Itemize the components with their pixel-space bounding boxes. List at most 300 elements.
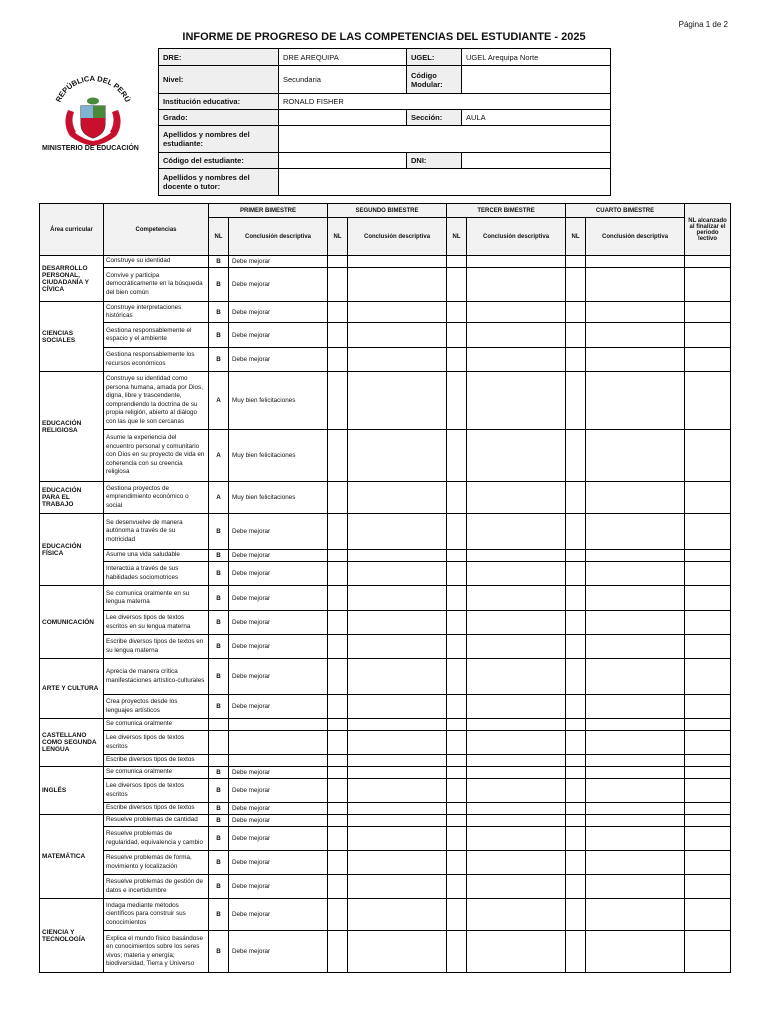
empty-cell [586, 875, 685, 899]
empty-cell [685, 731, 731, 755]
table-row [40, 562, 731, 586]
empty-cell [586, 767, 685, 779]
empty-cell [447, 586, 467, 611]
conclusion-header: Conclusión descriptiva [348, 218, 447, 256]
empty-cell [566, 827, 586, 851]
empty-cell [447, 611, 467, 635]
empty-cell [566, 611, 586, 635]
empty-cell [685, 302, 731, 323]
table-row [40, 779, 731, 803]
codigo-estudiante-value [279, 153, 407, 169]
competencia-cell: Escribe diversos tipos de textos en su lengua materna [104, 635, 209, 659]
area-name: MATEMÁTICA [40, 815, 104, 899]
empty-cell [328, 719, 348, 731]
empty-cell [447, 514, 467, 550]
competencia-cell: Construye interpretaciones históricas [104, 302, 209, 323]
empty-cell [467, 803, 566, 815]
nl-cell: B [209, 586, 229, 611]
conclusion-cell: Debe mejorar [229, 562, 328, 586]
empty-cell [467, 635, 566, 659]
ugel-value: UGEL Arequipa Norte [462, 49, 611, 66]
empty-cell [348, 562, 447, 586]
empty-cell [447, 659, 467, 695]
empty-cell [328, 372, 348, 430]
empty-cell [348, 767, 447, 779]
empty-cell [586, 611, 685, 635]
empty-cell [566, 899, 586, 931]
empty-cell [566, 695, 586, 719]
nl-cell [209, 719, 229, 731]
nl-cell: B [209, 827, 229, 851]
competencia-cell: Resuelve problemas de regularidad, equivalencia y cambio [104, 827, 209, 851]
nl-cell: B [209, 348, 229, 372]
empty-cell [566, 302, 586, 323]
empty-cell [586, 550, 685, 562]
area-name: CIENCIA Y TECNOLOGÍA [40, 899, 104, 973]
empty-cell [467, 256, 566, 268]
empty-cell [447, 731, 467, 755]
table-row [40, 611, 731, 635]
empty-cell [328, 731, 348, 755]
ministry-label: MINISTERIO DE EDUCACIÓN [42, 145, 139, 152]
empty-cell [586, 755, 685, 767]
empty-cell [348, 875, 447, 899]
empty-cell [586, 719, 685, 731]
conclusion-cell: Debe mejorar [229, 779, 328, 803]
empty-cell [328, 611, 348, 635]
table-row [40, 659, 731, 695]
empty-cell [685, 348, 731, 372]
area-name: EDUCACIÓN FÍSICA [40, 514, 104, 586]
nl-cell: B [209, 635, 229, 659]
empty-cell [467, 779, 566, 803]
table-row [40, 851, 731, 875]
nl-header: NL [566, 218, 586, 256]
empty-cell [685, 875, 731, 899]
nl-cell: B [209, 767, 229, 779]
table-row [40, 268, 731, 302]
nivel-label: Nivel: [159, 66, 279, 94]
empty-cell [348, 931, 447, 973]
empty-cell [348, 803, 447, 815]
nl-cell: B [209, 803, 229, 815]
report-title: INFORME DE PROGRESO DE LAS COMPETENCIAS DEL ESTUDIANTE - 2025 [182, 31, 586, 43]
empty-cell [586, 514, 685, 550]
empty-cell [467, 550, 566, 562]
empty-cell [566, 731, 586, 755]
table-row [40, 550, 731, 562]
empty-cell [328, 779, 348, 803]
nl-cell: A [209, 482, 229, 514]
codigo-estudiante-label: Código del estudiante: [159, 153, 279, 169]
empty-cell [467, 562, 566, 586]
competencia-cell: Asume la experiencia del encuentro personal y comunitario con Dios en su proyecto de vida en coherencia con su creencia religiosa [104, 430, 209, 482]
empty-cell [328, 550, 348, 562]
empty-cell [586, 482, 685, 514]
empty-cell [447, 550, 467, 562]
conclusion-cell: Debe mejorar [229, 875, 328, 899]
nl-cell: A [209, 372, 229, 430]
empty-cell [566, 323, 586, 348]
nl-cell [209, 755, 229, 767]
dre-label: DRE: [159, 49, 279, 66]
competencia-cell: Explica el mundo físico basándose en conocimientos sobre los seres vivos; materia y energía; biodiversidad, Tierra y Universo [104, 931, 209, 973]
empty-cell [447, 851, 467, 875]
empty-cell [447, 827, 467, 851]
nl-cell: B [209, 302, 229, 323]
empty-cell [685, 851, 731, 875]
grades-table [39, 203, 731, 973]
empty-cell [328, 803, 348, 815]
conclusion-cell: Debe mejorar [229, 767, 328, 779]
table-row [40, 815, 731, 827]
conclusion-cell: Debe mejorar [229, 815, 328, 827]
empty-cell [348, 323, 447, 348]
empty-cell [685, 256, 731, 268]
competencia-cell: Escribe diversos tipos de textos [104, 755, 209, 767]
empty-cell [447, 803, 467, 815]
conclusion-cell: Debe mejorar [229, 348, 328, 372]
empty-cell [586, 430, 685, 482]
empty-cell [685, 635, 731, 659]
empty-cell [348, 815, 447, 827]
empty-cell [685, 268, 731, 302]
competencia-cell: Se comunica oralmente en su lengua materna [104, 586, 209, 611]
empty-cell [467, 815, 566, 827]
empty-cell [328, 827, 348, 851]
nl-cell: B [209, 695, 229, 719]
empty-cell [566, 779, 586, 803]
empty-cell [685, 779, 731, 803]
competencia-cell: Lee diversos tipos de textos escritos [104, 779, 209, 803]
empty-cell [586, 268, 685, 302]
estudiante-value [279, 126, 611, 153]
conclusion-header: Conclusión descriptiva [586, 218, 685, 256]
empty-cell [447, 430, 467, 482]
empty-cell [685, 611, 731, 635]
empty-cell [586, 899, 685, 931]
empty-cell [447, 372, 467, 430]
empty-cell [685, 827, 731, 851]
empty-cell [566, 348, 586, 372]
empty-cell [348, 372, 447, 430]
empty-cell [566, 931, 586, 973]
conclusion-cell: Muy bien felicitaciones [229, 482, 328, 514]
conclusion-cell: Debe mejorar [229, 268, 328, 302]
empty-cell [348, 719, 447, 731]
empty-cell [348, 611, 447, 635]
empty-cell [467, 767, 566, 779]
conclusion-cell: Debe mejorar [229, 586, 328, 611]
nl-cell: B [209, 514, 229, 550]
empty-cell [467, 851, 566, 875]
competencia-cell: Interactúa a través de sus habilidades sociomotrices [104, 562, 209, 586]
conclusion-cell: Debe mejorar [229, 851, 328, 875]
competencia-cell: Se comunica oralmente [104, 719, 209, 731]
table-row [40, 586, 731, 611]
empty-cell [685, 767, 731, 779]
competencia-cell: Resuelve problemas de cantidad [104, 815, 209, 827]
conclusion-cell: Debe mejorar [229, 302, 328, 323]
competencia-cell: Aprecia de manera crítica manifestaciones artístico-culturales [104, 659, 209, 695]
empty-cell [685, 430, 731, 482]
empty-cell [685, 815, 731, 827]
conclusion-cell: Debe mejorar [229, 827, 328, 851]
empty-cell [566, 430, 586, 482]
empty-cell [685, 899, 731, 931]
empty-cell [328, 695, 348, 719]
conclusion-cell: Muy bien felicitaciones [229, 430, 328, 482]
nl-cell: B [209, 611, 229, 635]
table-row [40, 372, 731, 430]
empty-cell [467, 348, 566, 372]
empty-cell [586, 803, 685, 815]
area-name: EDUCACIÓN RELIGIOSA [40, 372, 104, 482]
empty-cell [467, 323, 566, 348]
empty-cell [328, 586, 348, 611]
empty-cell [586, 695, 685, 719]
empty-cell [447, 268, 467, 302]
empty-cell [328, 931, 348, 973]
empty-cell [447, 562, 467, 586]
conclusion-cell: Debe mejorar [229, 550, 328, 562]
competencia-cell: Se comunica oralmente [104, 767, 209, 779]
empty-cell [348, 302, 447, 323]
nl-header: NL [447, 218, 467, 256]
table-row [40, 323, 731, 348]
empty-cell [566, 635, 586, 659]
competencia-cell: Indaga mediante métodos científicos para construir sus conocimientos [104, 899, 209, 931]
empty-cell [566, 372, 586, 430]
empty-cell [328, 482, 348, 514]
student-info-table [158, 48, 611, 196]
area-name: CASTELLANO COMO SEGUNDA LENGUA [40, 719, 104, 767]
nl-cell: B [209, 899, 229, 931]
empty-cell [685, 803, 731, 815]
nivel-value: Secundaria [279, 66, 407, 94]
nl-cell: A [209, 430, 229, 482]
empty-cell [566, 562, 586, 586]
empty-cell [566, 659, 586, 695]
area-name: ARTE Y CULTURA [40, 659, 104, 719]
area-name: EDUCACIÓN PARA EL TRABAJO [40, 482, 104, 514]
empty-cell [586, 931, 685, 973]
conclusion-cell: Debe mejorar [229, 514, 328, 550]
empty-cell [566, 586, 586, 611]
empty-cell [447, 931, 467, 973]
empty-cell [467, 268, 566, 302]
empty-cell [467, 514, 566, 550]
bimestre-header-3: TERCER BIMESTRE [447, 204, 566, 218]
empty-cell [328, 899, 348, 931]
empty-cell [586, 659, 685, 695]
empty-cell [467, 827, 566, 851]
empty-cell [586, 851, 685, 875]
table-row [40, 755, 731, 767]
empty-cell [685, 586, 731, 611]
competencia-cell: Convive y participa democráticamente en la búsqueda del bien común [104, 268, 209, 302]
empty-cell [566, 256, 586, 268]
table-row [40, 931, 731, 973]
empty-cell [348, 268, 447, 302]
empty-cell [328, 430, 348, 482]
empty-cell [447, 635, 467, 659]
empty-cell [586, 731, 685, 755]
empty-cell [467, 931, 566, 973]
table-row [40, 875, 731, 899]
table-row [40, 767, 731, 779]
table-row [40, 803, 731, 815]
dni-label: DNI: [407, 153, 462, 169]
competencia-cell: Lee diversos tipos de textos escritos en su lengua materna [104, 611, 209, 635]
institucion-label: Institución educativa: [159, 94, 279, 110]
empty-cell [348, 550, 447, 562]
empty-cell [328, 815, 348, 827]
empty-cell [447, 779, 467, 803]
conclusion-cell: Debe mejorar [229, 803, 328, 815]
empty-cell [328, 514, 348, 550]
conclusion-header: Conclusión descriptiva [467, 218, 566, 256]
empty-cell [447, 256, 467, 268]
empty-cell [447, 482, 467, 514]
competencias-header: Competencias [104, 204, 209, 256]
table-row [40, 482, 731, 514]
empty-cell [348, 851, 447, 875]
empty-cell [328, 659, 348, 695]
empty-cell [685, 755, 731, 767]
grado-label: Grado: [159, 110, 279, 126]
empty-cell [586, 562, 685, 586]
empty-cell [328, 562, 348, 586]
table-row [40, 719, 731, 731]
empty-cell [328, 875, 348, 899]
dre-value: DRE AREQUIPA [279, 49, 407, 66]
nl-cell [209, 731, 229, 755]
empty-cell [328, 348, 348, 372]
empty-cell [467, 731, 566, 755]
conclusion-cell: Debe mejorar [229, 611, 328, 635]
nl-header: NL [209, 218, 229, 256]
empty-cell [447, 815, 467, 827]
logo-arc-text: REPÚBLICA DEL PERÚ [53, 73, 133, 104]
bimestre-header-2: SEGUNDO BIMESTRE [328, 204, 447, 218]
docente-value [279, 169, 611, 196]
nl-cell: B [209, 256, 229, 268]
nl-header: NL [328, 218, 348, 256]
empty-cell [566, 268, 586, 302]
empty-cell [467, 875, 566, 899]
empty-cell [566, 514, 586, 550]
nl-cell: B [209, 550, 229, 562]
area-name: CIENCIAS SOCIALES [40, 302, 104, 372]
nl-cell: B [209, 268, 229, 302]
empty-cell [586, 779, 685, 803]
empty-cell [328, 268, 348, 302]
empty-cell [467, 302, 566, 323]
empty-cell [586, 827, 685, 851]
area-name: INGLÉS [40, 767, 104, 815]
competencia-cell: Construye su identidad como persona humana, amada por Dios, digna, libre y trascendente, comprendiendo la doctrina de su propia religión, abierto al diálogo con las que le son cercanas [104, 372, 209, 430]
empty-cell [348, 256, 447, 268]
empty-cell [467, 586, 566, 611]
empty-cell [348, 779, 447, 803]
empty-cell [685, 550, 731, 562]
nl-cell: B [209, 851, 229, 875]
competencia-cell: Se desenvuelve de manera autónoma a través de su motricidad [104, 514, 209, 550]
empty-cell [685, 695, 731, 719]
page-number: Página 1 de 2 [678, 20, 728, 29]
empty-cell [348, 586, 447, 611]
empty-cell [566, 875, 586, 899]
conclusion-cell: Debe mejorar [229, 695, 328, 719]
table-row [40, 348, 731, 372]
empty-cell [348, 899, 447, 931]
empty-cell [566, 767, 586, 779]
nl-cell: B [209, 562, 229, 586]
competencia-cell: Resuelve problemas de forma, movimiento y localización [104, 851, 209, 875]
empty-cell [328, 256, 348, 268]
bimestre-header-1: PRIMER BIMESTRE [209, 204, 328, 218]
conclusion-cell: Debe mejorar [229, 635, 328, 659]
empty-cell [348, 348, 447, 372]
empty-cell [447, 899, 467, 931]
empty-cell [586, 323, 685, 348]
conclusion-header: Conclusión descriptiva [229, 218, 328, 256]
competencia-cell: Gestiona responsablemente los recursos económicos [104, 348, 209, 372]
empty-cell [447, 695, 467, 719]
empty-cell [328, 323, 348, 348]
empty-cell [586, 372, 685, 430]
empty-cell [685, 323, 731, 348]
empty-cell [328, 755, 348, 767]
competencia-cell: Lee diversos tipos de textos escritos [104, 731, 209, 755]
conclusion-cell: Muy bien felicitaciones [229, 372, 328, 430]
area-name: COMUNICACIÓN [40, 586, 104, 659]
empty-cell [586, 586, 685, 611]
empty-cell [685, 372, 731, 430]
nl-cell: B [209, 815, 229, 827]
competencia-cell: Resuelve problemas de gestión de datos e incertidumbre [104, 875, 209, 899]
empty-cell [348, 827, 447, 851]
empty-cell [328, 302, 348, 323]
conclusion-cell: Debe mejorar [229, 899, 328, 931]
area-name: DESARROLLO PERSONAL, CIUDADANÍA Y CÍVICA [40, 256, 104, 302]
empty-cell [447, 755, 467, 767]
final-nl-header: NL alcanzado al finalizar el periodo lectivo [685, 204, 731, 256]
empty-cell [447, 767, 467, 779]
conclusion-cell: Debe mejorar [229, 931, 328, 973]
codigo-modular-value [462, 66, 611, 94]
table-row [40, 899, 731, 931]
empty-cell [447, 875, 467, 899]
conclusion-cell: Debe mejorar [229, 323, 328, 348]
area-header: Área curricular [40, 204, 104, 256]
empty-cell [685, 719, 731, 731]
empty-cell [586, 302, 685, 323]
table-row [40, 256, 731, 268]
empty-cell [566, 550, 586, 562]
empty-cell [348, 659, 447, 695]
empty-cell [467, 899, 566, 931]
empty-cell [566, 803, 586, 815]
table-row [40, 695, 731, 719]
table-row [40, 514, 731, 550]
dni-value [462, 153, 611, 169]
empty-cell [467, 755, 566, 767]
empty-cell [685, 659, 731, 695]
conclusion-cell [229, 719, 328, 731]
empty-cell [566, 755, 586, 767]
